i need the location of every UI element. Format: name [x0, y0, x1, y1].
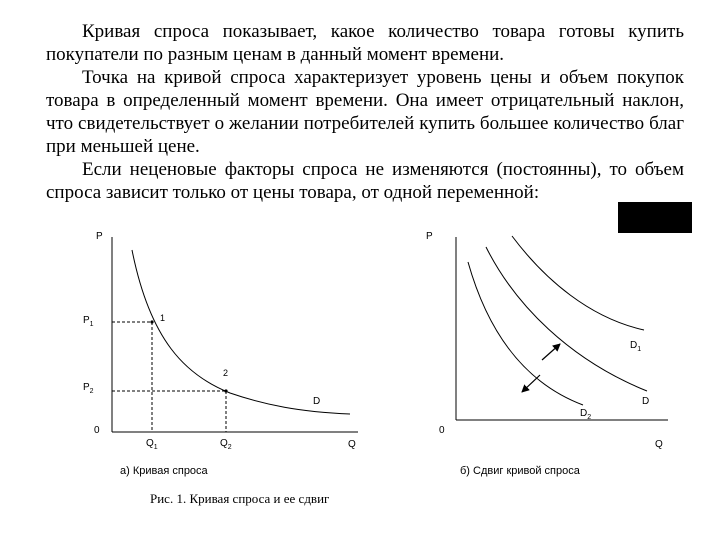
point-2 — [224, 389, 227, 392]
graph-b — [426, 231, 668, 477]
label-point-1: 1 — [160, 313, 166, 323]
graph-a-curve-label: D — [313, 396, 321, 407]
graph-a-origin: 0 — [94, 425, 100, 436]
graph-a-demand-curve — [132, 250, 350, 414]
paragraph-3: Если неценовые факторы спроса не изменяются (постоянны), то объем спроса зависит только от цены товара, от одной переменной: — [46, 159, 684, 203]
label-d1: $D_1$ — [630, 340, 642, 353]
label-d: D — [642, 396, 650, 407]
figure-caption: Рис. 1. Кривая спроса и ее сдвиг — [150, 491, 330, 506]
graph-b-y-label: P — [426, 231, 433, 242]
paragraph-2: Точка на кривой спроса характеризует уровень цены и объем покупок товара в определенный момент времени. Она имеет отрицательный наклон, что свидетельствует о желании потребителей купить большее количество благ при меньшей цене. — [46, 67, 684, 157]
graph-a-x-label: Q — [348, 439, 356, 450]
graph-a-y-label: P — [96, 231, 103, 242]
demand-curve-original — [486, 247, 647, 391]
demand-curve-shifted-right — [512, 236, 644, 330]
graph-a-caption: а) Кривая спроса — [120, 465, 208, 477]
shift-left-arrow — [522, 375, 540, 392]
graph-a — [83, 231, 358, 477]
label-d2: $D_2$ — [580, 408, 592, 421]
demand-curve-shifted-left — [468, 262, 583, 405]
graph-b-x-label: Q — [655, 439, 663, 450]
label-q2: $Q_2$ — [220, 438, 232, 451]
graph-b-caption: б) Сдвиг кривой спроса — [460, 465, 580, 477]
label-p2: $P_2$ — [83, 382, 94, 395]
label-point-2: 2 — [223, 368, 229, 378]
label-p1: $P_1$ — [83, 315, 94, 328]
label-q1: $Q_1$ — [146, 438, 158, 451]
paragraph-1: Кривая спроса показывает, какое количество товара готовы купить покупатели по разным ценам в данный момент времени. — [46, 21, 684, 65]
shift-right-arrow — [542, 344, 560, 360]
point-1 — [150, 320, 153, 323]
graph-b-origin: 0 — [439, 425, 445, 436]
